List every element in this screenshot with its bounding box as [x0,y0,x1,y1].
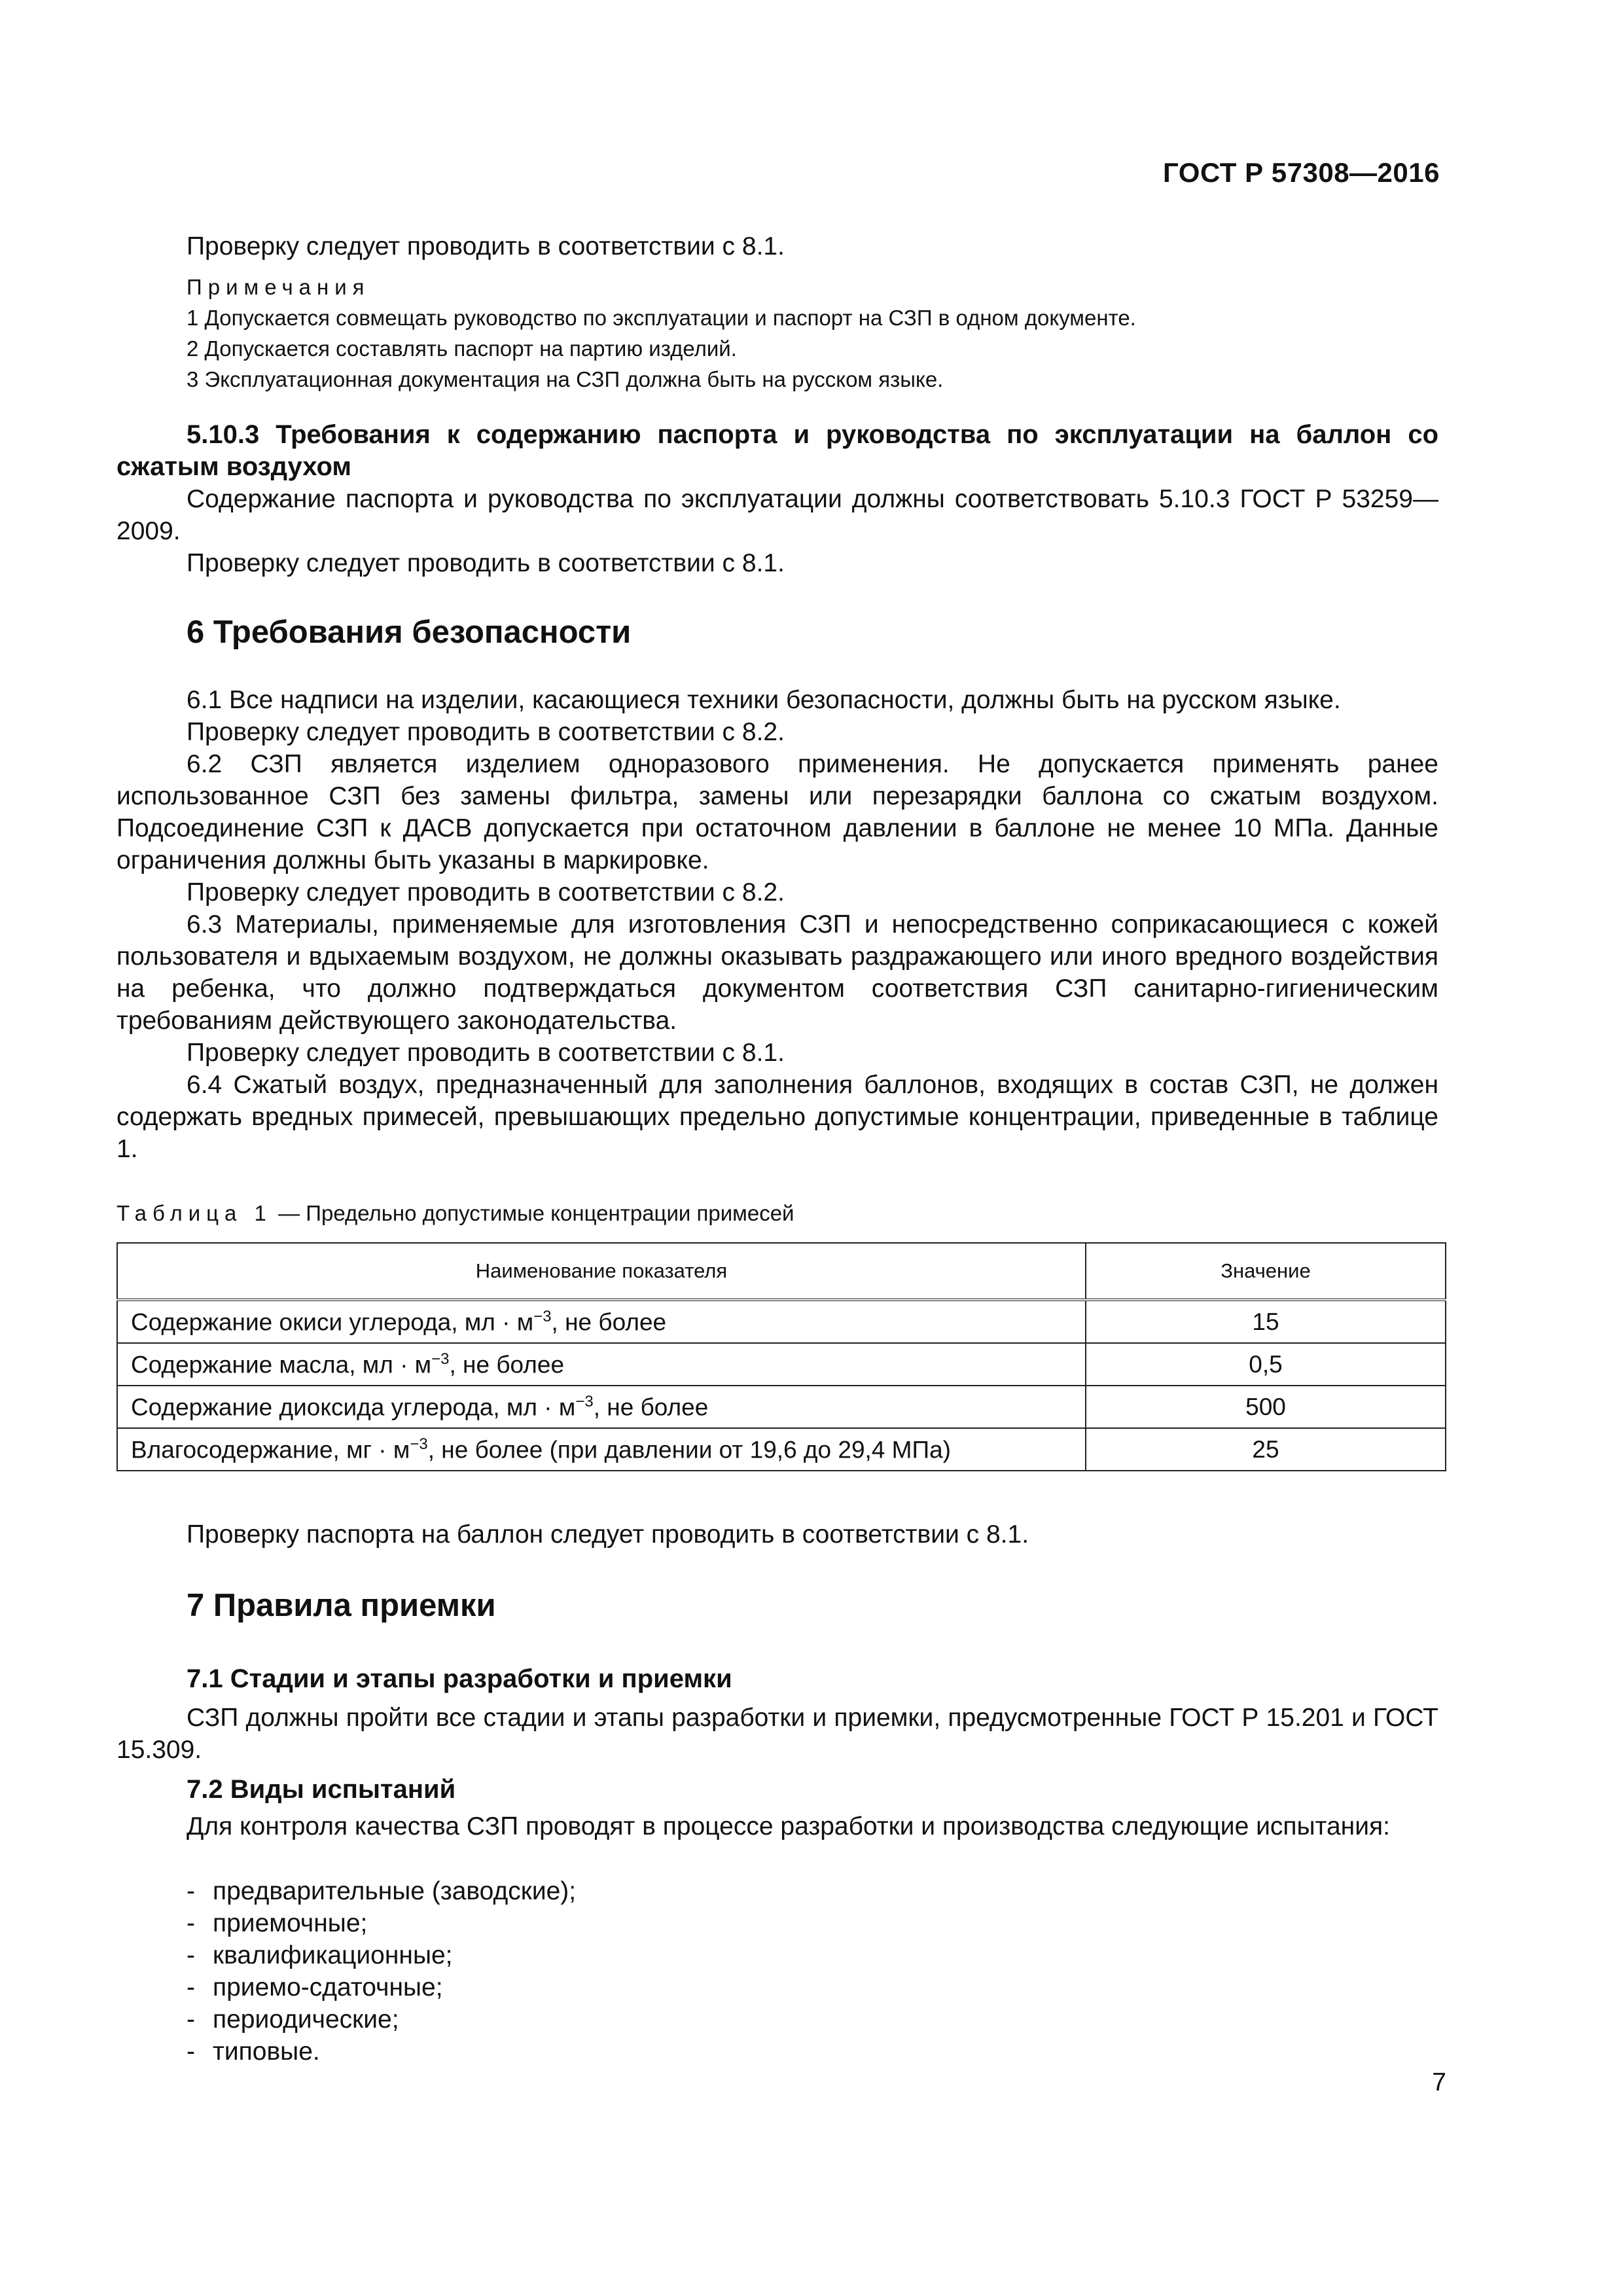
row-name-cell [117,1343,1086,1386]
check-6-1: Проверку следует проводить в соответствии с 8.2. [187,718,785,746]
row-name-cell [117,1428,1086,1471]
row-value-cell: 15 [1086,1300,1446,1343]
list-dash: - [187,1909,195,1937]
section-7-2-heading: 7.2 Виды испытаний [187,1775,456,1804]
section-5-10-3-text: Содержание паспорта и руководства по эксплуатации должны соответствовать 5.10.3 ГОСТ Р 53259—2009. [116,485,1438,545]
check-6-3: Проверку следует проводить в соответствии с 8.1. [187,1039,785,1067]
paragraph-6-2: 6.2 СЗП является изделием одноразового применения. Не допускается применять ранее использованное СЗП без замены фильтра, замены или перезарядки баллона со сжатым воздухом. Подсоединение СЗП к ДАСВ допускается при остаточном давлении в баллоне не менее 10 МПа. Данные ограничения должны быть указаны в маркировке. [116,750,1438,874]
list-item [187,1971,576,2003]
page-number: 7 [1432,2068,1446,2096]
list-dash: - [187,2037,195,2066]
row-name-exponent: −3 [575,1392,594,1410]
table-1-title: — Предельно допустимые концентрации примесей [272,1201,794,1225]
section-5-10-3-check: Проверку следует проводить в соответствии с 8.1. [187,549,785,577]
row-value-cell: 0,5 [1086,1343,1446,1386]
column-header-value: Значение [1086,1243,1446,1300]
section-7-1-text: СЗП должны пройти все стадии и этапы разработки и приемки, предусмотренные ГОСТ Р 15.201 и ГОСТ 15.309. [116,1704,1438,1764]
list-item [187,1907,576,1939]
row-name-text: Содержание окиси углерода, мл · м [131,1308,534,1336]
paragraph-6-4: 6.4 Сжатый воздух, предназначенный для заполнения баллонов, входящих в состав СЗП, не должен содержать вредных примесей, превышающих предельно допустимые концентрации, приведенные в таблице 1. [116,1071,1438,1163]
note-item: 2 Допускается составлять паспорт на партию изделий. [187,336,737,361]
table-header-row [117,1243,1446,1300]
paragraph-6-3: 6.3 Материалы, применяемые для изготовления СЗП и непосредственно соприкасающиеся с кожей пользователя и вдыхаемым воздухом, не должны оказывать раздражающего или иного вредного воздействия на ребенка, что должно подтверждаться документом соответствия СЗП санитарно-гигиеническим требованиям действующего законодательства. [116,910,1438,1035]
section-5-10-3 [116,419,1438,579]
list-dash: - [187,2005,195,2034]
note-item: 3 Эксплуатационная документация на СЗП должна быть на русском языке. [187,367,944,391]
list-item [187,2003,576,2036]
after-table-block [116,1518,1438,1551]
table-row [117,1386,1446,1428]
row-name-tail: , не более [449,1351,565,1378]
row-name-exponent: −3 [533,1307,552,1325]
list-dash: - [187,1877,195,1905]
row-name-cell [117,1386,1086,1428]
table-row [117,1428,1446,1471]
section-7-1-heading: 7.1 Стадии и этапы разработки и приемки [187,1664,732,1693]
table-1-caption [116,1201,794,1226]
row-name-tail: , не более (при давлении от 19,6 до 29,4 МПа) [427,1436,951,1463]
row-value-cell: 500 [1086,1386,1446,1428]
column-header-name: Наименование показателя [117,1243,1086,1300]
list-item [187,1875,576,1907]
table-1-label: Таблица 1 [116,1201,272,1225]
row-name-text: Содержание масла, мл · м [131,1351,432,1378]
note-item: 1 Допускается совмещать руководство по эксплуатации и паспорт на СЗП в одном документе. [187,306,1136,330]
list-item-text: квалификационные; [213,1941,453,1969]
paragraph-6-1: 6.1 Все надписи на изделии, касающиеся техники безопасности, должны быть на русском языке. [187,686,1341,714]
after-table-check: Проверку паспорта на баллон следует проводить в соответствии с 8.1. [187,1520,1029,1549]
list-item-text: типовые. [213,2037,320,2066]
row-name-cell [117,1300,1086,1343]
document-code-header: ГОСТ Р 57308—2016 [1163,157,1440,188]
list-item-text: предварительные (заводские); [213,1877,577,1905]
row-name-text: Влагосодержание, мг · м [131,1436,410,1463]
section-7-1-body [116,1702,1438,1766]
row-name-tail: , не более [593,1393,709,1421]
row-name-text: Содержание диоксида углерода, мл · м [131,1393,576,1421]
test-types-list [187,1875,576,2068]
row-name-exponent: −3 [410,1435,428,1453]
notes-caption: Примечания [187,275,370,299]
section-6-body [116,684,1438,1165]
check-6-2: Проверку следует проводить в соответствии с 8.2. [187,878,785,906]
list-item-text: периодические; [213,2005,399,2034]
list-item [187,2036,576,2068]
table-row [117,1300,1446,1343]
list-dash: - [187,1941,195,1969]
intro-check-text: Проверку следует проводить в соответствии с 8.1. [187,232,785,260]
list-item-text: приемочные; [213,1909,368,1937]
row-value-cell: 25 [1086,1428,1446,1471]
list-item-text: приемо-сдаточные; [213,1973,443,2001]
section-5-10-3-title: 5.10.3 Требования к содержанию паспорта и руководства по эксплуатации на баллон со сжатым воздухом [116,420,1438,481]
notes-block [116,272,1438,395]
list-item [187,1939,576,1971]
section-7-2-body [116,1810,1438,1842]
table-row [117,1343,1446,1386]
section-7-heading: 7 Правила приемки [187,1588,496,1623]
intro-block [116,230,1438,395]
row-name-exponent: −3 [431,1350,450,1368]
row-name-tail: , не более [551,1308,667,1336]
section-7-2-text: Для контроля качества СЗП проводят в процессе разработки и производства следующие испытания: [187,1812,1390,1840]
list-dash: - [187,1973,195,2001]
section-6-heading: 6 Требования безопасности [187,615,632,650]
impurities-table [116,1242,1446,1471]
